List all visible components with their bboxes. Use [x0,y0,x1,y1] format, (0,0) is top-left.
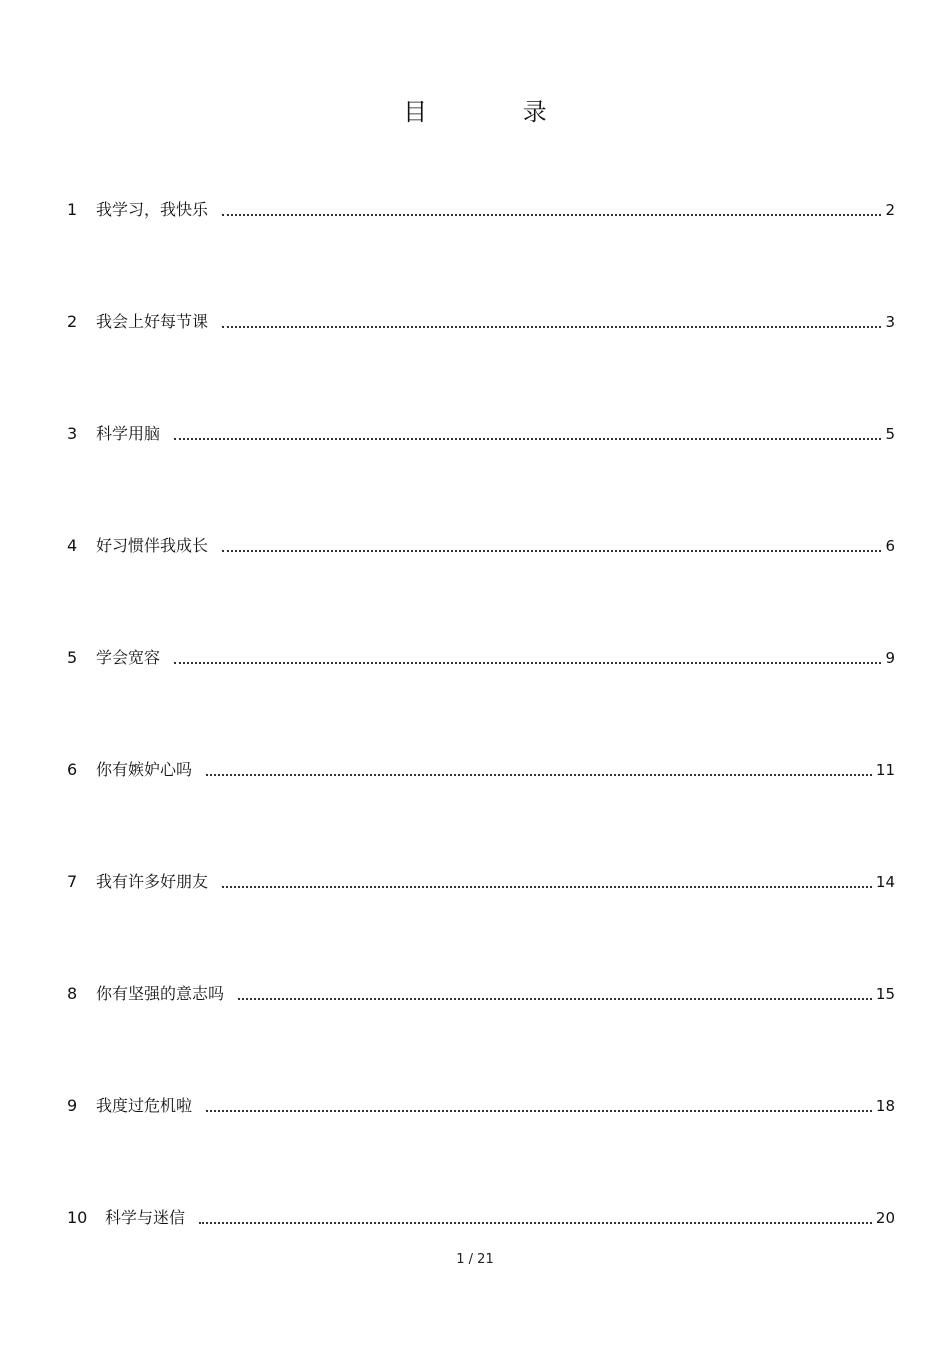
dot-leader [238,998,872,1000]
toc-entry-page: 9 [885,649,895,667]
toc-entry[interactable] [67,1204,895,1228]
toc-entry-page: 18 [875,1097,895,1115]
toc-entry-title: 科学与迷信 [105,1208,186,1227]
toc-entry-number: 2 [67,312,78,331]
dot-leader [222,326,881,328]
toc-entry-page: 2 [885,201,895,219]
toc-entry-number: 1 [67,200,78,219]
toc-entry-page: 3 [885,313,895,331]
toc-entry-number: 4 [67,536,78,555]
toc-entry-title: 我度过危机啦 [96,1096,193,1115]
toc-entry-page: 20 [875,1209,895,1227]
page-title: 目 录 [403,98,591,126]
toc-entry-page: 14 [875,873,895,891]
toc-entry-number: 9 [67,1096,78,1115]
toc-entry[interactable] [67,420,895,444]
dot-leader [206,774,872,776]
toc-entry-page: 11 [875,761,895,779]
toc-entry-page: 6 [885,537,895,555]
toc-entry[interactable] [67,980,895,1004]
toc-entry-number: 3 [67,424,78,443]
toc-entry-title: 学会宽容 [96,648,161,667]
toc-entry-number: 5 [67,648,78,667]
toc-entry[interactable] [67,532,895,556]
toc-entry[interactable] [67,644,895,668]
toc-entry-number: 7 [67,872,78,891]
toc-entry[interactable] [67,1092,895,1116]
toc-entry-title: 好习惯伴我成长 [96,536,209,555]
dot-leader [222,214,881,216]
toc-entry-number: 8 [67,984,78,1003]
toc-entry[interactable] [67,756,895,780]
toc-entry-page: 5 [885,425,895,443]
toc-entry-title: 你有嫉妒心吗 [96,760,193,779]
toc-entry-number: 6 [67,760,78,779]
toc-entry-title: 科学用脑 [96,424,161,443]
toc-entry-number: 10 [67,1208,88,1227]
toc-entry-title: 我会上好每节课 [96,312,209,331]
toc-entry[interactable] [67,868,895,892]
toc-entry-title: 我有许多好朋友 [96,872,209,891]
toc-entry-title: 你有坚强的意志吗 [96,984,225,1003]
dot-leader [206,1110,872,1112]
dot-leader [222,886,872,888]
dot-leader [174,662,881,664]
toc-entry[interactable] [67,196,895,220]
dot-leader [199,1222,872,1224]
toc-entry-page: 15 [875,985,895,1003]
toc-entry[interactable] [67,308,895,332]
page-number-footer: 1 / 21 [456,1252,494,1267]
dot-leader [174,438,881,440]
dot-leader [222,550,881,552]
toc-entry-title: 我学习，我快乐 [96,200,209,219]
